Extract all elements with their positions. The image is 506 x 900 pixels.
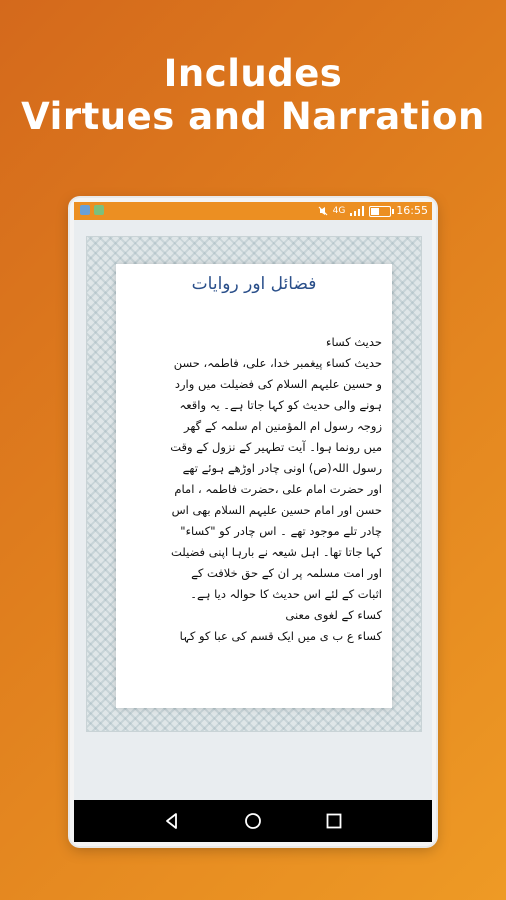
narration-line: کساء کے لغوی معنی: [285, 608, 382, 622]
promo-line-1: Includes: [163, 52, 343, 95]
narration-line: اثبات کے لئے اس حدیث کا حوالہ دیا ہے۔: [190, 587, 382, 601]
narration-line: کساء ع ب ی میں ایک قسم کی عبا کو کہا: [179, 629, 382, 643]
narration-line: حدیث کساء پیغمبر خدا، علی، فاطمہ، حسن: [173, 356, 382, 370]
phone-frame: [70, 198, 436, 846]
back-triangle-icon[interactable]: [162, 811, 182, 831]
narration-line: زوجہ رسول ام المؤمنین ام سلمہ کے گھر: [184, 419, 382, 433]
narration-line: کہا جاتا تھا۔ اہل شیعہ نے بارہا اپنی فضیلت: [171, 545, 382, 559]
notification-icons: [80, 205, 104, 215]
promo-line-2: Virtues and Narration: [21, 95, 485, 138]
network-type: 4G: [332, 206, 346, 216]
narration-line: و حسین علیہم السلام کی فضیلت میں وارد: [174, 377, 382, 391]
page-title: فضائل اور روایات: [191, 274, 317, 294]
narration-line: اور حضرت امام علی ،حضرت فاطمہ ، امام: [174, 482, 382, 496]
mute-icon: [318, 206, 328, 216]
narration-line: چادر تلے موجود تھے ۔ اس چادر کو "کساء": [180, 524, 382, 538]
narration-line: حسن اور امام حسین علیہم السلام بھی اس: [171, 503, 382, 517]
promo-headline: [0, 52, 506, 138]
narration-line: حدیث کساء: [326, 335, 382, 349]
app-notification-icon: [80, 205, 90, 215]
narration-line: ہونے والی حدیث کو کہا جاتا ہے۔ یہ واقعہ: [179, 398, 382, 412]
narration-text[interactable]: [126, 332, 382, 647]
narration-line: رسول اللہ(ص) اونی چادر اوڑھے ہوئے تھے: [182, 461, 382, 475]
narration-line: میں رونما ہوا۔ آیت تطہیر کے نزول کے وقت: [170, 440, 382, 454]
content-card: [116, 264, 392, 708]
status-time: 16:55: [396, 204, 428, 217]
battery-fill: [371, 208, 379, 215]
image-notification-icon: [94, 205, 104, 215]
navigation-bar: [74, 800, 432, 842]
phone-screen: [74, 202, 432, 842]
signal-icon: [350, 206, 364, 216]
battery-icon: [369, 206, 391, 217]
narration-line: اور امت مسلمہ پر ان کے حق خلافت کے: [191, 566, 382, 580]
home-circle-icon[interactable]: [243, 811, 263, 831]
recents-square-icon[interactable]: [324, 811, 344, 831]
status-icons: [318, 202, 428, 220]
status-bar: [74, 202, 432, 220]
